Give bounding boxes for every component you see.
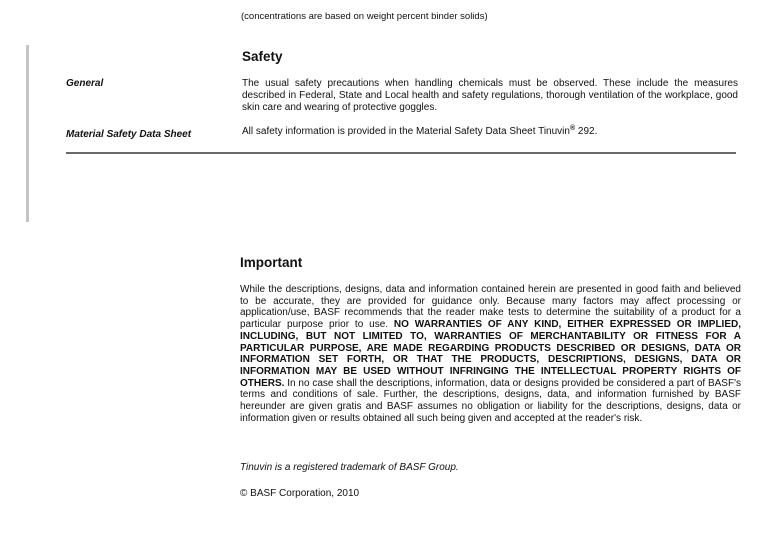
change-bar	[26, 45, 29, 222]
disclaimer-warranty: NO WARRANTIES OF ANY KIND, EITHER EXPRESSED OR IMPLIED, INCLUDING, BUT NOT LIMITED TO, WARRANTIES OF MERCHANTABILITY OR FITNESS FOR A PARTICULAR PURPOSE, ARE MADE REGARDING PRODUCTS DESCRIBED OR DESIGNS, DATA OR INFORMATION SET FORTH, OR THAT THE PRODUCTS, DESCRIPTIONS, DESIGNS, DATA OR INFORMATION MAY BE USED WITHOUT INFRINGING THE INTELLECTUAL PROPERTY RIGHTS OF OTHERS.	[240, 319, 741, 389]
msds-text	[242, 126, 738, 138]
msds-text-before: All safety information is provided in the Material Safety Data Sheet Tinuvin	[242, 126, 570, 137]
concentration-note: (concentrations are based on weight percent binder solids)	[241, 11, 488, 22]
safety-heading: Safety	[242, 49, 283, 64]
trademark-note: Tinuvin is a registered trademark of BASF Group.	[240, 462, 459, 473]
important-heading: Important	[240, 255, 303, 270]
disclaimer-part1: While the descriptions, designs, data and information contained herein are presented in good faith and believed to be accurate, they are provided for guidance only. Because many factors may affect processing or application/use, BASF recommends that the reader make tests to determine the suitability of a product for a particular purpose prior to use.	[240, 284, 741, 331]
section-divider	[66, 152, 736, 154]
copyright: © BASF Corporation, 2010	[240, 488, 360, 499]
disclaimer-paragraph	[240, 284, 741, 424]
msds-label: Material Safety Data Sheet	[66, 129, 192, 140]
disclaimer-part2: In no case shall the descriptions, information, data or designs provided be considered a part of BASF's terms and conditions of sale. Further, the descriptions, designs, data, and information furnished by BASF hereunder are given gratis and BASF assumes no obligation or liability for the descriptions, designs, data or information given or results obtained all such being given and accepted at the reader's risk.	[240, 377, 741, 424]
general-text: The usual safety precautions when handling chemicals must be observed. These include the measures described in Federal, State and Local health and safety regulations, thorough ventilation of the workplace, good skin care and wearing of protective goggles.	[242, 78, 738, 113]
general-label: General	[66, 78, 104, 89]
registered-mark: ®	[569, 125, 576, 132]
msds-text-after: 292.	[575, 126, 598, 137]
